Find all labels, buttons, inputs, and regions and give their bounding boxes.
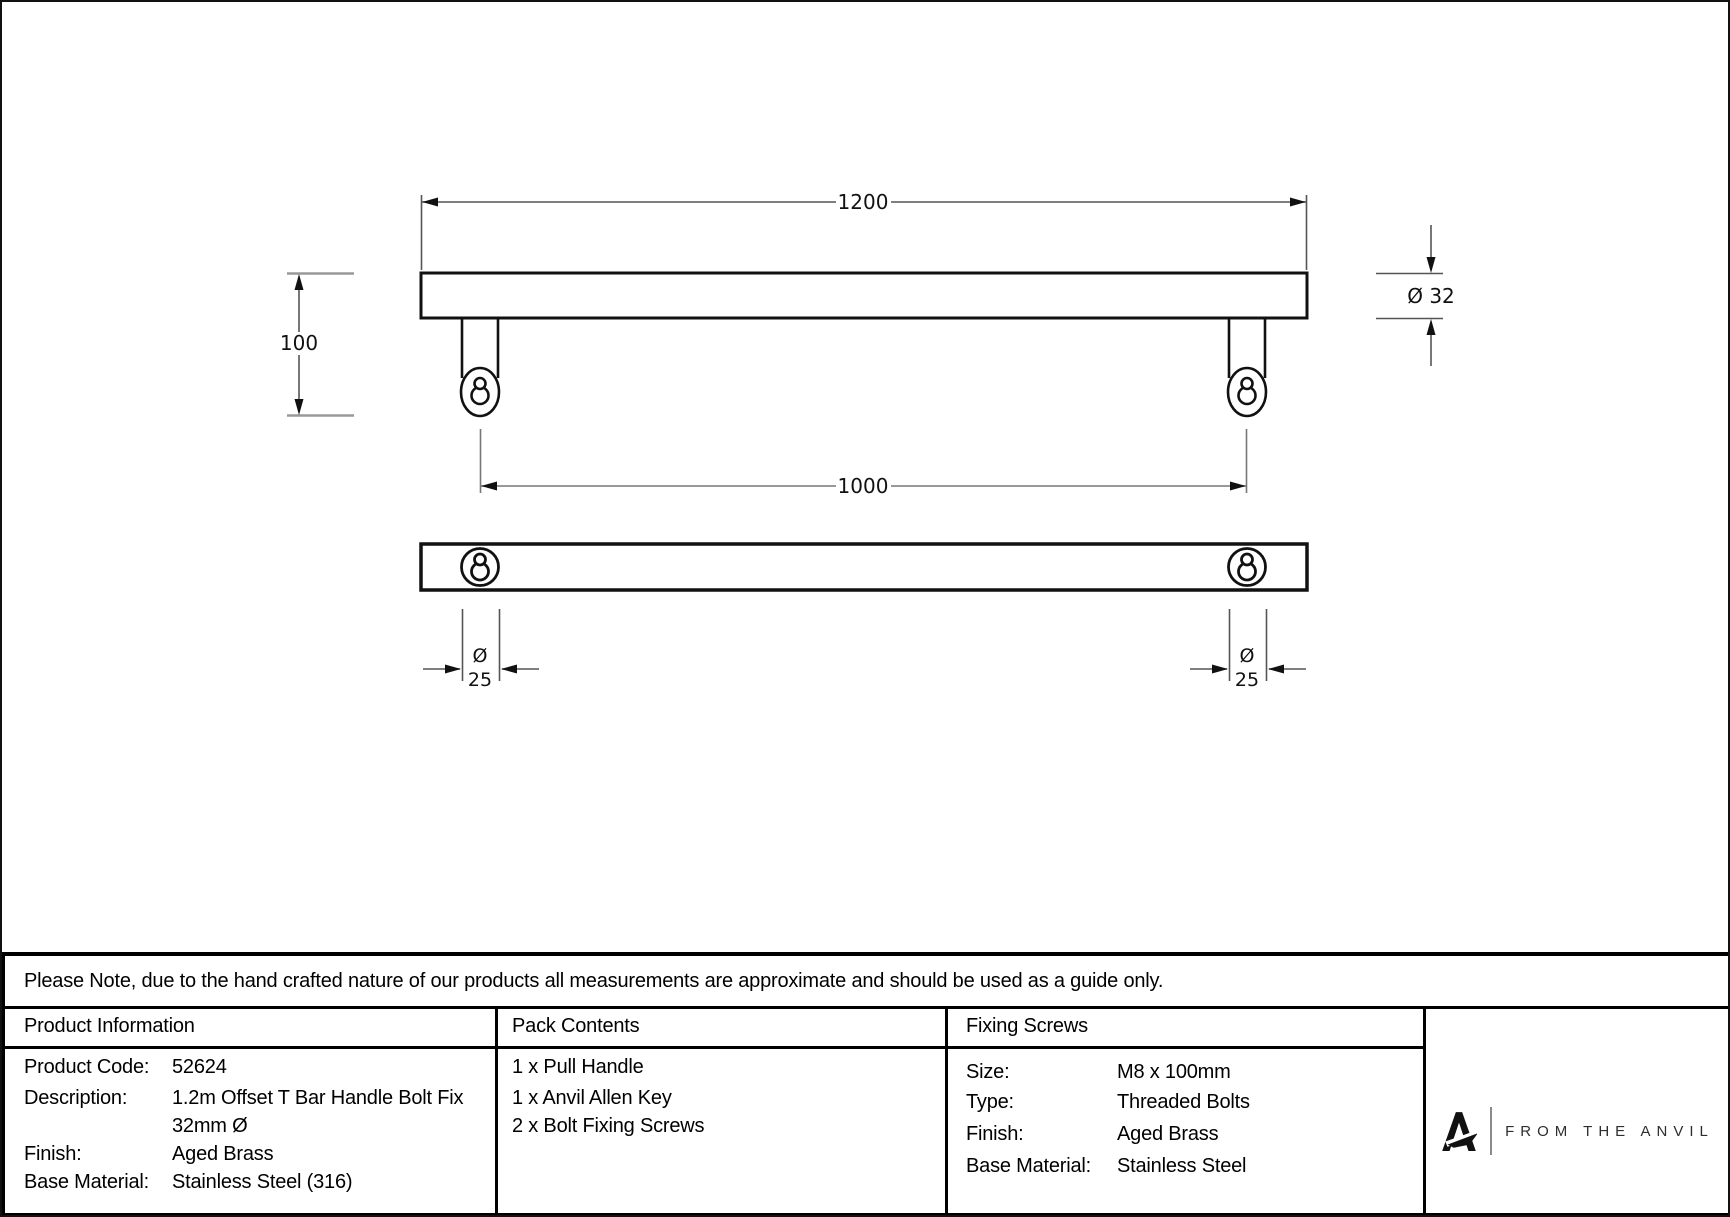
- finish-label: Finish:: [24, 1143, 82, 1165]
- dim-dia25-right-value: 25: [1234, 669, 1260, 691]
- handle-bar-side-view: [421, 273, 1307, 318]
- dim-dia32-label: Ø 32: [1407, 284, 1455, 308]
- description-value-line2: 32mm Ø: [172, 1115, 248, 1137]
- screw-size-label: Size:: [966, 1061, 1010, 1083]
- screw-base-material-value: Stainless Steel: [1117, 1155, 1247, 1177]
- header-pack-contents: Pack Contents: [512, 1015, 640, 1037]
- arrowhead: [481, 482, 497, 491]
- plan-keyhole-left: [462, 549, 499, 586]
- brand-logo: [1426, 1048, 1729, 1214]
- anvil-monogram-icon: [1441, 1110, 1477, 1152]
- brand-name: FROM THE ANVIL: [1505, 1122, 1714, 1140]
- dim-dia25-left-symbol: Ø: [472, 645, 488, 667]
- arrowhead: [445, 665, 461, 674]
- keyhole-slot: [475, 378, 486, 389]
- base-material-value: Stainless Steel (316): [172, 1171, 353, 1193]
- column-divider: [945, 1008, 948, 1215]
- column-divider: [495, 1008, 498, 1215]
- dim-1000-label: 1000: [837, 474, 889, 498]
- screw-finish-value: Aged Brass: [1117, 1123, 1219, 1145]
- header-fixing-screws: Fixing Screws: [966, 1015, 1088, 1037]
- arrowhead: [1290, 198, 1306, 207]
- product-code-label: Product Code:: [24, 1056, 150, 1078]
- arrowhead: [501, 665, 517, 674]
- arrowhead: [1212, 665, 1228, 674]
- keyhole-slot: [1242, 378, 1253, 389]
- arrowhead: [1427, 257, 1436, 273]
- screw-base-material-label: Base Material:: [966, 1155, 1092, 1177]
- pack-item: 2 x Bolt Fixing Screws: [512, 1115, 705, 1137]
- handle-bar-plan-view: [421, 544, 1307, 590]
- arrowhead: [1230, 482, 1246, 491]
- finish-value: Aged Brass: [172, 1143, 274, 1165]
- dim-dia25-right-symbol: Ø: [1239, 645, 1255, 667]
- screw-type-value: Threaded Bolts: [1117, 1091, 1250, 1113]
- screw-type-label: Type:: [966, 1091, 1014, 1113]
- header-product-information: Product Information: [24, 1015, 195, 1037]
- arrowhead: [422, 198, 438, 207]
- base-material-label: Base Material:: [24, 1171, 150, 1193]
- table-left-border: [2, 952, 5, 1217]
- description-label: Description:: [24, 1087, 128, 1109]
- description-value: 1.2m Offset T Bar Handle Bolt Fix: [172, 1087, 464, 1109]
- screw-size-value: M8 x 100mm: [1117, 1061, 1231, 1083]
- pack-item: 1 x Pull Handle: [512, 1056, 644, 1078]
- plan-keyhole-right: [1229, 549, 1266, 586]
- handle-leg-left: [461, 318, 499, 416]
- dim-1200-label: 1200: [837, 190, 889, 214]
- measurement-note: Please Note, due to the hand crafted nature of our products all measurements are approximate and should be used as a guide only.: [24, 970, 1164, 992]
- header-bottom-border: [2, 1046, 1426, 1049]
- screw-finish-label: Finish:: [966, 1123, 1024, 1145]
- note-bottom-border: [2, 1006, 1730, 1009]
- arrowhead: [1268, 665, 1284, 674]
- handle-leg-right: [1228, 318, 1266, 416]
- dim-100-label: 100: [279, 331, 319, 355]
- table-top-border: [2, 952, 1730, 956]
- logo-divider-bar: [1490, 1107, 1492, 1155]
- pack-item: 1 x Anvil Allen Key: [512, 1087, 672, 1109]
- dim-dia25-left-value: 25: [467, 669, 493, 691]
- arrowhead: [1427, 319, 1436, 335]
- product-code-value: 52624: [172, 1056, 227, 1078]
- technical-drawing: [2, 2, 1730, 952]
